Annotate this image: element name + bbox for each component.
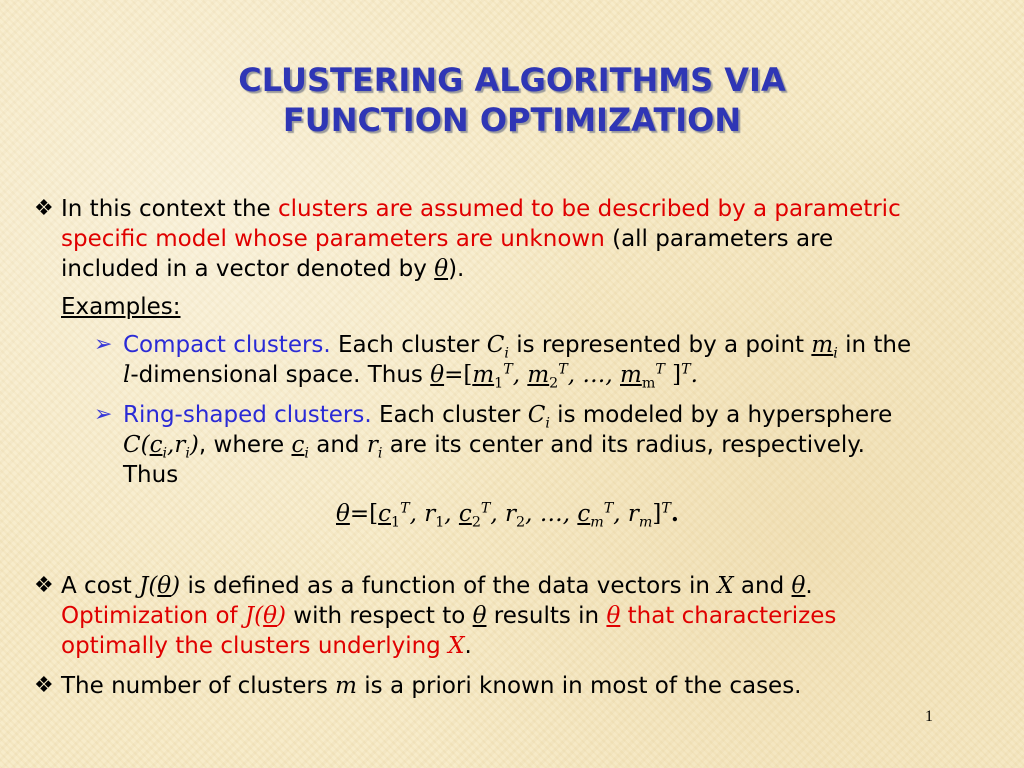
text: . [464, 633, 472, 659]
text: Each cluster [330, 332, 487, 358]
math-sub: m [590, 514, 604, 531]
math-C: C [527, 402, 546, 428]
text: ). [448, 256, 465, 282]
title-line-2: FUNCTION OPTIMIZATION [282, 101, 742, 139]
highlight-text: Optimization of [61, 603, 245, 629]
math-c: c [577, 501, 591, 527]
text: and [308, 432, 367, 458]
math-sub: 1 [494, 375, 504, 392]
text: (all parameters are [604, 226, 834, 252]
text: . [805, 573, 813, 599]
example-2-label: Ring-shaped clusters. [123, 402, 372, 428]
math-op: ( [254, 603, 264, 629]
math-X: X [448, 633, 465, 659]
math-op: ( [140, 432, 150, 458]
math-m: m [620, 362, 642, 388]
math-sup: T [503, 361, 513, 378]
example-1-line-2 [123, 361, 698, 392]
bullet-2-line-1 [61, 572, 813, 600]
math-r: r [505, 501, 517, 527]
math-c: c [291, 432, 305, 458]
text: is defined as a function of the data vectors in [180, 573, 718, 599]
text: and [733, 573, 792, 599]
math-m: m [527, 362, 550, 388]
bullet-diamond-icon: ❖ [34, 196, 54, 221]
math-r: r [424, 501, 436, 527]
math-c: c [378, 501, 391, 527]
text: with respect to [285, 603, 473, 629]
theta-symbol: θ [434, 256, 449, 282]
theta-symbol: θ [472, 603, 487, 629]
math-sub: i [504, 345, 509, 362]
theta-symbol: θ [263, 603, 277, 629]
math-op: =[ [349, 501, 379, 527]
math-op: ] [664, 362, 682, 388]
title-line-1: CLUSTERING ALGORITHMS VIA [238, 61, 786, 99]
math-r: r [174, 432, 186, 458]
math-op: =[ [444, 362, 473, 388]
bullet-diamond-icon: ❖ [34, 673, 54, 698]
math-m: m [335, 673, 357, 699]
text: -dimensional space. Thus [130, 362, 431, 388]
math-sup: T [480, 500, 491, 517]
math-op: , [409, 501, 425, 527]
math-op: ) [171, 573, 181, 599]
math-sup: T [400, 500, 410, 517]
math-r: r [627, 501, 639, 527]
example-2-line-1 [123, 401, 893, 432]
theta-equation [336, 500, 679, 531]
highlight-text: that characterizes [620, 603, 837, 629]
math-sub: 2 [471, 514, 481, 531]
math-sub: i [545, 415, 550, 432]
bullet-1-line-3 [61, 255, 464, 283]
text: A cost [61, 573, 140, 599]
math-sup: T [661, 500, 671, 517]
text: results in [486, 603, 607, 629]
math-sub: m [638, 514, 653, 531]
bullet-diamond-icon: ❖ [34, 573, 54, 598]
math-op: , [167, 432, 175, 458]
bullet-1-line-2 [61, 225, 833, 253]
math-sup: T [558, 361, 568, 378]
math-op: , [444, 501, 459, 527]
theta-symbol: θ [430, 362, 445, 388]
theta-symbol: θ [336, 501, 350, 527]
sub-bullet-arrow-icon: ➢ [94, 402, 113, 427]
example-1-line-1 [123, 331, 912, 362]
math-sub: i [833, 345, 838, 362]
math-m: m [472, 362, 495, 388]
theta-symbol: θ [791, 573, 806, 599]
math-sub: i [185, 445, 190, 462]
math-sub: 1 [391, 514, 401, 531]
math-sup: T [603, 500, 614, 517]
math-sub: i [162, 445, 168, 462]
examples-label: Examples: [61, 294, 181, 320]
text: included in a vector denoted by [61, 256, 435, 282]
text: are its center and its radius, respectively. [382, 432, 865, 458]
math-r: r [366, 432, 378, 458]
text: in the [837, 332, 912, 358]
highlight-text: optimally the clusters underlying [61, 633, 449, 659]
math-l: l [123, 362, 131, 388]
bullet-1-line-1 [61, 195, 901, 223]
math-C: C [486, 332, 505, 358]
math-op: , [512, 362, 528, 388]
math-J: J [244, 603, 255, 629]
math-sub: i [377, 445, 383, 462]
math-op: , [613, 501, 628, 527]
math-op: , …, [525, 501, 578, 527]
math-sup: T [655, 361, 665, 378]
theta-symbol: θ [157, 573, 172, 599]
highlight-text: specific model whose parameters are unknown [61, 226, 605, 252]
text: is a priori known in most of the cases. [356, 673, 802, 699]
math-sub: 2 [516, 514, 526, 531]
page-number: 1 [925, 708, 933, 725]
math-J: J [139, 573, 149, 599]
sub-bullet-arrow-icon: ➢ [94, 332, 113, 357]
math-c: c [149, 432, 163, 458]
math-sup: T [681, 361, 691, 378]
math-op: ( [148, 573, 158, 599]
bullet-3-line-1 [61, 672, 802, 700]
text: is represented by a point [508, 332, 812, 358]
example-2-line-2 [123, 431, 865, 462]
highlight-text: clusters are assumed to be described by a parametric [278, 196, 901, 222]
math-op: . [690, 362, 698, 388]
theta-symbol: θ [606, 603, 621, 629]
bullet-2-line-3 [61, 632, 472, 660]
bullet-2-line-2 [61, 602, 836, 630]
text: In this context the [61, 196, 279, 222]
example-2-line-3: Thus [123, 462, 179, 488]
text: , where [198, 432, 292, 458]
math-X: X [717, 573, 734, 599]
math-sub: 1 [435, 514, 445, 531]
text: The number of clusters [61, 673, 336, 699]
text: Each cluster [371, 402, 528, 428]
example-1-label: Compact clusters. [123, 332, 331, 358]
math-op: ] [652, 501, 662, 527]
math-C: C [123, 432, 141, 458]
math-op: , …, [567, 362, 620, 388]
math-sub: m [641, 375, 656, 392]
text: is modeled by a hypersphere [549, 402, 893, 428]
math-op: , [490, 501, 506, 527]
math-sub: i [304, 445, 309, 462]
math-op: ) [189, 432, 199, 458]
math-m: m [811, 332, 834, 358]
math-c: c [458, 501, 472, 527]
math-op: . [670, 500, 679, 527]
math-sub: 2 [549, 375, 559, 392]
math-op: ) [277, 603, 286, 629]
